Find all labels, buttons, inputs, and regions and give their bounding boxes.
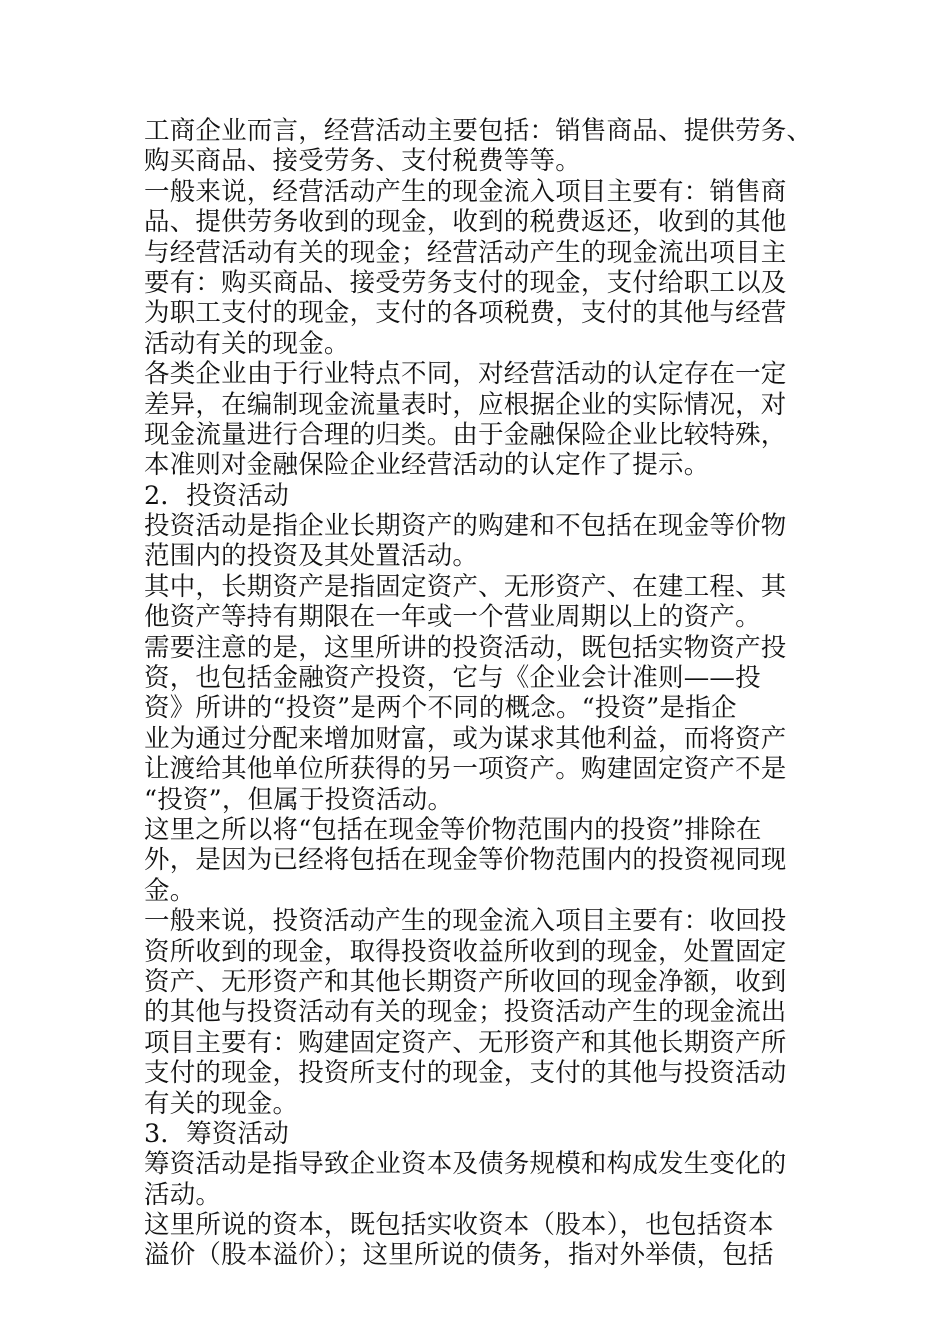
text-line: 与经营活动有关的现金；经营活动产生的现金流出项目主 (144, 237, 787, 268)
text-line: 这里所说的资本，既包括实收资本（股本），也包括资本 (144, 1210, 774, 1241)
text-line: 他资产等持有期限在一年或一个营业周期以上的资产。 (144, 602, 761, 633)
text-line: 投资活动是指企业长期资产的购建和不包括在现金等价物 (144, 511, 787, 542)
text-line: 购买商品、接受劳务、支付税费等等。 (144, 146, 581, 177)
text-line: 筹资活动是指导致企业资本及债务规模和构成发生变化的 (144, 1149, 787, 1180)
text-line: 2．投资活动 (144, 480, 289, 511)
text-line: 资产、无形资产和其他长期资产所收回的现金净额，收到 (144, 966, 787, 997)
text-line: 一般来说，经营活动产生的现金流入项目主要有：销售商 (144, 176, 787, 207)
text-line: 有关的现金。 (144, 1088, 299, 1119)
text-line: 金。 (144, 875, 196, 906)
text-line: 溢价（股本溢价）；这里所说的债务，指对外举债，包括 (144, 1240, 774, 1271)
text-line: 品、提供劳务收到的现金，收到的税费返还，收到的其他 (144, 207, 787, 238)
text-line: 的其他与投资活动有关的现金；投资活动产生的现金流出 (144, 997, 787, 1028)
text-line: 为职工支付的现金，支付的各项税费，支付的其他与经营 (144, 298, 787, 329)
text-line: 资，也包括金融资产投资，它与《企业会计准则——投 (144, 663, 761, 694)
text-line: 本准则对金融保险企业经营活动的认定作了提示。 (144, 450, 710, 481)
text-line: “投资”，但属于投资活动。 (144, 784, 454, 815)
text-line: 资》所讲的“投资”是两个不同的概念。“投资”是指企 (144, 693, 737, 724)
text-line: 工商企业而言，经营活动主要包括：销售商品、提供劳务、 (144, 116, 813, 146)
text-line: 活动。 (144, 1179, 222, 1210)
text-line: 让渡给其他单位所获得的另一项资产。购建固定资产不是 (144, 754, 787, 785)
text-line: 范围内的投资及其处置活动。 (144, 541, 479, 572)
text-line: 现金流量进行合理的归类。由于金融保险企业比较特殊， (144, 419, 787, 450)
text-line: 差异，在编制现金流量表时，应根据企业的实际情况，对 (144, 389, 787, 420)
text-line: 3．筹资活动 (144, 1118, 289, 1149)
text-line: 外，是因为已经将包括在现金等价物范围内的投资视同现 (144, 845, 787, 876)
text-line: 资所收到的现金，取得投资收益所收到的现金，处置固定 (144, 936, 787, 967)
text-line: 这里之所以将“包括在现金等价物范围内的投资”排除在 (144, 814, 762, 845)
text-line: 要有：购买商品、接受劳务支付的现金，支付给职工以及 (144, 267, 787, 298)
text-line: 项目主要有：购建固定资产、无形资产和其他长期资产所 (144, 1027, 787, 1058)
text-line: 活动有关的现金。 (144, 328, 350, 359)
text-line: 业为通过分配来增加财富，或为谋求其他利益，而将资产 (144, 723, 787, 754)
text-line: 各类企业由于行业特点不同，对经营活动的认定存在一定 (144, 359, 787, 390)
text-line: 支付的现金，投资所支付的现金，支付的其他与投资活动 (144, 1058, 787, 1089)
document-body (144, 116, 813, 1271)
text-line: 需要注意的是，这里所讲的投资活动，既包括实物资产投 (144, 632, 787, 663)
text-line: 其中，长期资产是指固定资产、无形资产、在建工程、其 (144, 571, 787, 602)
text-line: 一般来说，投资活动产生的现金流入项目主要有：收回投 (144, 906, 787, 937)
